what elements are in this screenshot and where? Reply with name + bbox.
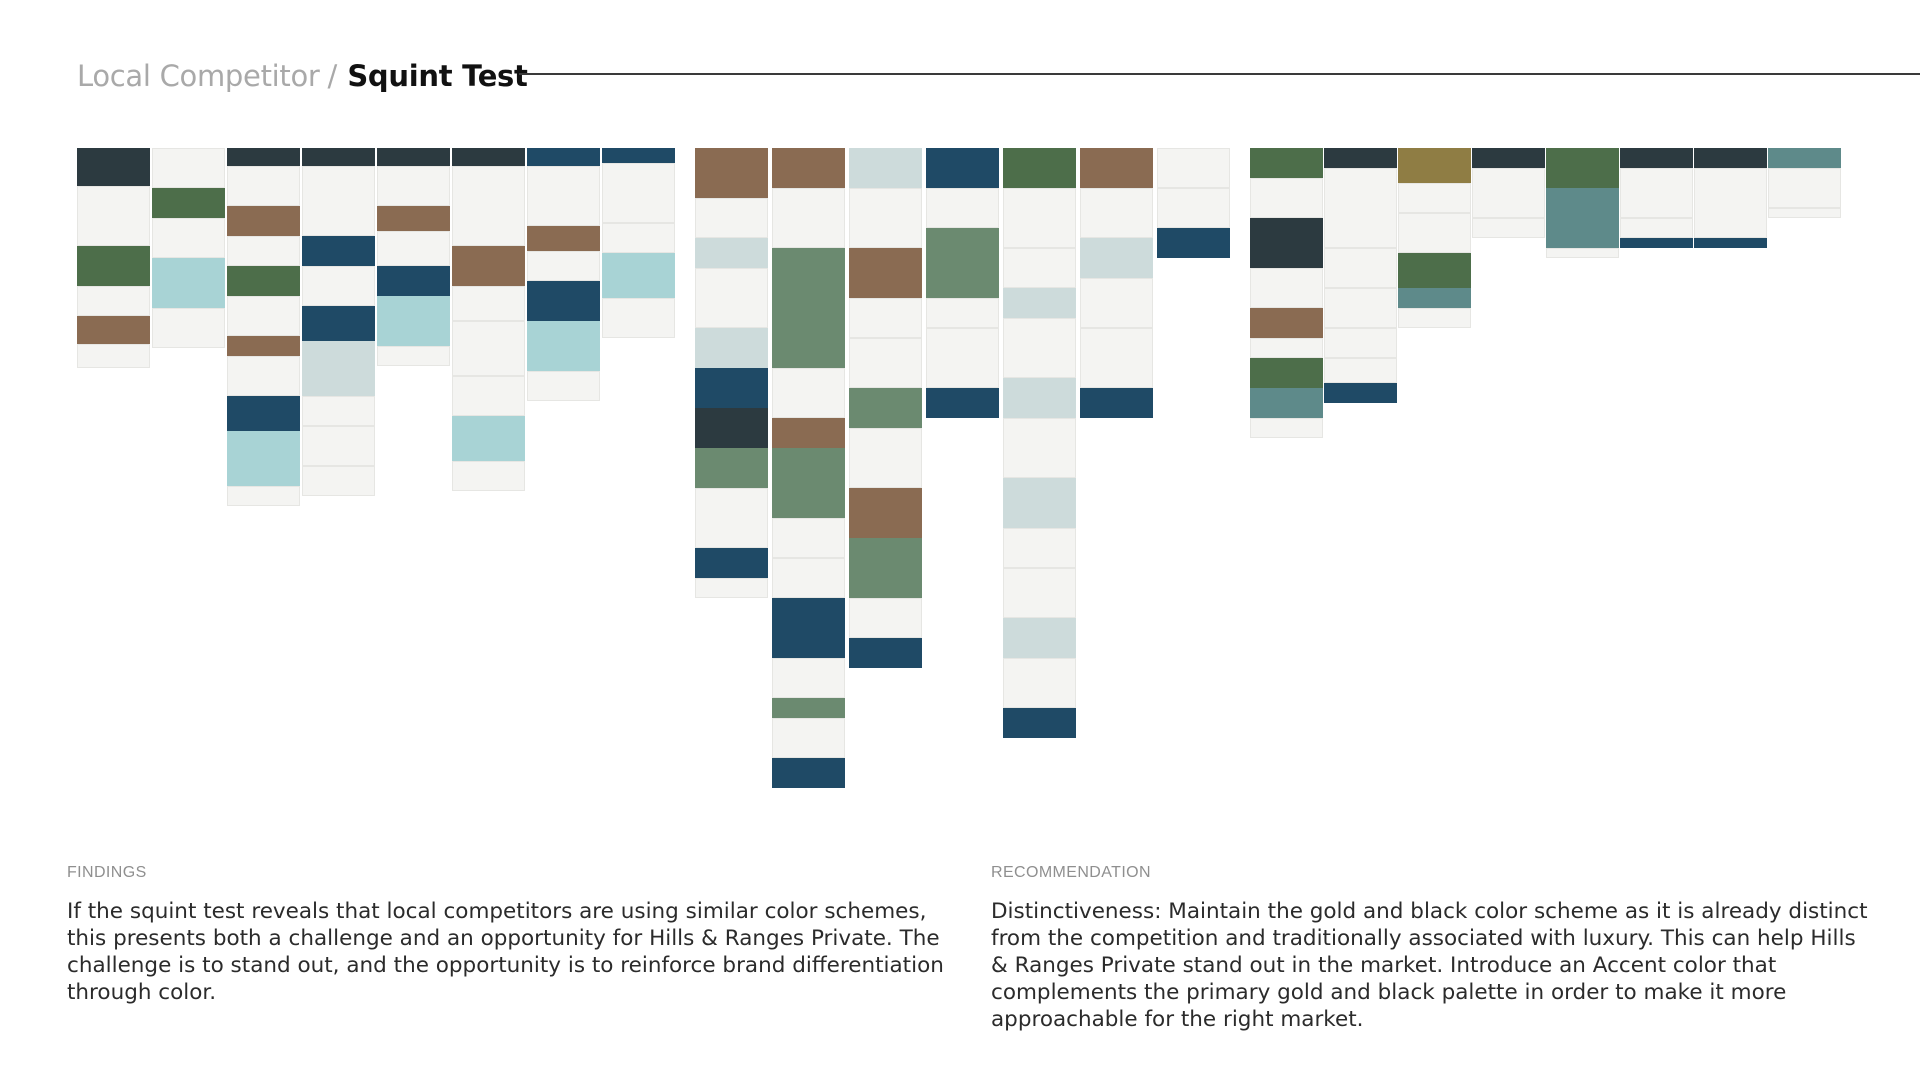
thumbnail-block (1003, 708, 1076, 738)
thumbnail-block (152, 258, 225, 308)
recommendation-text: Distinctiveness: Maintain the gold and black color scheme as it is already distinct from the competition and traditionally associated with luxury. This can help Hills & Ranges Private stand out in the market. Introduce an Accent color that complements the primary gold and black palette in order to make it more approachable for the right market. (991, 899, 1868, 1032)
thumbnail-block (527, 281, 600, 321)
thumbnail-block (849, 638, 922, 668)
thumbnail-block (1324, 248, 1397, 288)
thumbnail-block (1324, 288, 1397, 328)
thumbnail-block (926, 228, 999, 298)
thumbnail-block (772, 448, 845, 518)
thumbnail-block (1003, 378, 1076, 418)
thumbnail-block (849, 338, 922, 388)
thumbnail-block (1398, 308, 1471, 328)
thumbnail-block (227, 206, 300, 236)
breadcrumb-separator: / (327, 59, 338, 93)
thumbnail-block (772, 558, 845, 598)
thumbnail-block (772, 148, 845, 188)
competitor-group-1 (77, 148, 675, 468)
page-title: Squint Test (347, 59, 528, 93)
thumbnail-block (302, 306, 375, 341)
thumbnail-block (695, 548, 768, 578)
thumbnail-block (227, 148, 300, 166)
thumbnail-block (227, 431, 300, 486)
thumbnail-block (602, 223, 675, 253)
thumbnail-block (1250, 268, 1323, 308)
thumbnail-block (227, 396, 300, 431)
thumbnail-block (527, 371, 600, 401)
thumbnail-block (227, 486, 300, 506)
thumbnail-block (1398, 183, 1471, 213)
header-divider (519, 73, 1920, 75)
thumbnail-block (1620, 218, 1693, 238)
thumbnail-block (377, 166, 450, 206)
findings-section (67, 864, 957, 1006)
thumbnail-block (302, 396, 375, 426)
thumbnail-block (695, 328, 768, 368)
thumbnail-block (695, 408, 768, 448)
thumbnail-block (1003, 318, 1076, 378)
thumbnail-block (227, 266, 300, 296)
thumbnail-block (772, 518, 845, 558)
thumbnail-block (1768, 208, 1841, 218)
thumbnail-block (1472, 148, 1545, 168)
thumbnail-block (1080, 238, 1153, 278)
thumbnail-block (1080, 328, 1153, 388)
thumbnail-block (772, 368, 845, 418)
thumbnail-block (1768, 168, 1841, 208)
thumbnail-block (1250, 388, 1323, 418)
thumbnail-block (772, 288, 845, 368)
thumbnail-block (152, 188, 225, 218)
thumbnail-block (1003, 658, 1076, 708)
thumbnail-block (695, 578, 768, 598)
thumbnail-block (77, 246, 150, 286)
thumbnail-block (227, 336, 300, 356)
thumbnail-block (227, 296, 300, 336)
thumbnail-block (77, 186, 150, 246)
thumbnail-block (377, 206, 450, 231)
thumbnail-block (1694, 238, 1767, 248)
thumbnail-block (377, 231, 450, 266)
thumbnail-block (452, 321, 525, 376)
thumbnail-block (602, 298, 675, 338)
thumbnail-block (377, 266, 450, 296)
thumbnail-block (452, 416, 525, 461)
thumbnail-block (1250, 218, 1323, 268)
thumbnail-block (695, 368, 768, 408)
thumbnail-block (1003, 288, 1076, 318)
thumbnail-block (1472, 218, 1545, 238)
thumbnail-block (1398, 213, 1471, 253)
thumbnail-block (1003, 248, 1076, 288)
thumbnail-block (377, 148, 450, 166)
thumbnail-block (772, 248, 845, 288)
thumbnail-block (926, 148, 999, 188)
thumbnail-block (772, 658, 845, 698)
thumbnail-block (1398, 148, 1471, 183)
thumbnail-block (1080, 148, 1153, 188)
thumbnail-block (77, 344, 150, 368)
thumbnail-block (602, 148, 675, 163)
thumbnail-block (302, 166, 375, 236)
thumbnail-block (152, 148, 225, 188)
thumbnail-block (849, 188, 922, 248)
thumbnail-block (152, 218, 225, 258)
thumbnail-block (1250, 308, 1323, 338)
breadcrumb (77, 54, 528, 98)
thumbnail-block (152, 308, 225, 348)
thumbnail-block (227, 236, 300, 266)
thumbnail-block (695, 448, 768, 488)
thumbnail-block (695, 198, 768, 238)
competitor-group-2 (695, 148, 1231, 800)
thumbnail-block (1398, 288, 1471, 308)
thumbnail-block (695, 238, 768, 268)
thumbnail-block (452, 376, 525, 416)
thumbnail-block (695, 268, 768, 328)
thumbnail-block (1620, 238, 1693, 248)
thumbnail-block (1080, 388, 1153, 418)
thumbnail-block (1620, 148, 1693, 168)
thumbnail-block (377, 346, 450, 366)
thumbnail-block (1620, 168, 1693, 218)
thumbnail-block (302, 466, 375, 496)
thumbnail-block (926, 328, 999, 388)
thumbnail-block (1080, 188, 1153, 238)
thumbnail-block (849, 428, 922, 488)
thumbnail-block (77, 286, 150, 316)
thumbnail-block (1157, 188, 1230, 228)
thumbnail-block (227, 166, 300, 206)
thumbnail-block (227, 356, 300, 396)
thumbnail-block (1324, 383, 1397, 403)
thumbnail-block (926, 188, 999, 228)
thumbnail-block (772, 418, 845, 448)
thumbnail-block (1546, 188, 1619, 248)
thumbnail-block (1003, 618, 1076, 658)
recommendation-label: RECOMMENDATION (991, 864, 1151, 881)
thumbnail-block (926, 388, 999, 418)
thumbnail-block (1250, 418, 1323, 438)
thumbnail-block (1546, 148, 1619, 188)
thumbnail-block (1003, 568, 1076, 618)
thumbnail-block (849, 388, 922, 428)
thumbnail-block (452, 246, 525, 286)
thumbnail-block (1080, 278, 1153, 328)
thumbnail-block (772, 718, 845, 758)
thumbnail-block (1694, 148, 1767, 168)
thumbnail-block (302, 426, 375, 466)
thumbnail-block (77, 316, 150, 344)
thumbnail-block (849, 248, 922, 298)
thumbnail-block (527, 148, 600, 166)
thumbnail-block (1694, 168, 1767, 238)
thumbnail-block (1003, 478, 1076, 528)
thumbnail-block (772, 598, 845, 658)
thumbnail-block (1546, 248, 1619, 258)
thumbnail-block (849, 598, 922, 638)
thumbnail-block (1003, 528, 1076, 568)
thumbnail-block (849, 148, 922, 188)
findings-text: If the squint test reveals that local competitors are using similar color schemes, this presents both a challenge and an opportunity for Hills & Ranges Private. The challenge is to stand out, and the opportunity is to reinforce brand differentiation through color. (67, 899, 944, 1005)
breadcrumb-parent[interactable]: Local Competitor (77, 59, 320, 93)
thumbnail-block (1157, 148, 1230, 188)
recommendation-section (991, 864, 1871, 1033)
findings-label: FINDINGS (67, 864, 147, 881)
thumbnail-block (695, 488, 768, 548)
thumbnail-block (1324, 328, 1397, 358)
thumbnail-block (772, 698, 845, 718)
thumbnail-block (452, 166, 525, 246)
thumbnail-block (1003, 418, 1076, 478)
thumbnail-block (527, 226, 600, 251)
thumbnail-block (1003, 148, 1076, 188)
thumbnail-block (302, 148, 375, 166)
thumbnail-block (1472, 168, 1545, 218)
thumbnail-block (527, 166, 600, 226)
competitor-group-3 (1250, 148, 1842, 438)
thumbnail-block (1250, 148, 1323, 178)
thumbnail-block (377, 296, 450, 346)
thumbnail-block (849, 538, 922, 598)
thumbnail-block (1250, 338, 1323, 358)
thumbnail-block (772, 758, 845, 788)
thumbnail-block (1768, 148, 1841, 168)
thumbnail-block (1250, 178, 1323, 218)
thumbnail-block (302, 341, 375, 396)
thumbnail-block (1250, 358, 1323, 388)
thumbnail-block (849, 298, 922, 338)
thumbnail-block (452, 461, 525, 491)
thumbnail-block (452, 148, 525, 166)
thumbnail-block (1003, 188, 1076, 248)
thumbnail-block (602, 253, 675, 298)
thumbnail-block (926, 298, 999, 328)
thumbnail-block (527, 251, 600, 281)
thumbnail-block (772, 188, 845, 248)
thumbnail-block (1398, 253, 1471, 288)
thumbnail-block (302, 266, 375, 306)
thumbnail-block (1324, 168, 1397, 248)
thumbnail-block (602, 163, 675, 223)
thumbnail-block (1324, 148, 1397, 168)
thumbnail-block (695, 148, 768, 198)
thumbnail-block (1157, 228, 1230, 258)
thumbnail-block (527, 321, 600, 371)
thumbnail-block (77, 148, 150, 186)
thumbnail-block (452, 286, 525, 321)
thumbnail-block (302, 236, 375, 266)
thumbnail-block (849, 488, 922, 538)
thumbnail-block (1324, 358, 1397, 383)
